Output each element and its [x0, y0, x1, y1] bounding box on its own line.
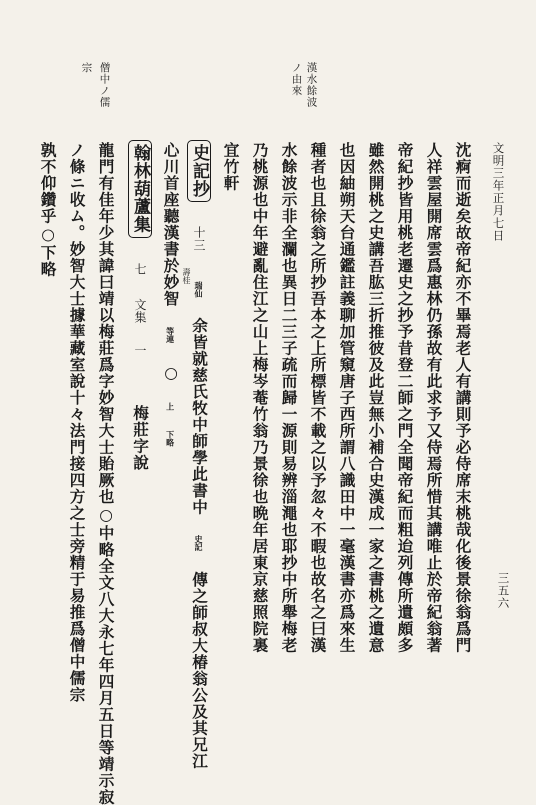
shiki-cont-circle: ○: [161, 362, 181, 383]
volume-number: 十三: [192, 225, 206, 252]
annotation-juki: 壽桂: [182, 268, 191, 284]
page-number: 三五六: [496, 572, 511, 610]
kanrin-volume: 七: [133, 263, 147, 277]
margin-note-kansui-2: [290, 62, 302, 97]
body-column-6: 種者也且徐翁之所抄吾本之上所標皆不載之以予忽々不暇也故名之曰漢: [308, 142, 328, 654]
body-column-2: 人祥雲屋開席雲爲惠林仍孫故有此求予又侍焉所惜其講唯止於帝紀翁著: [424, 142, 444, 654]
margin-note-soju-2: [80, 62, 92, 74]
margin-note-soju: [98, 62, 110, 108]
margin-note-line: ノ由來: [290, 62, 303, 97]
kanrin-label: 文集: [133, 298, 147, 325]
body-column-5: 也因紬朔天台通鑑註義聊加管窺唐子西所謂八識田中一毫漢書亦爲來生: [337, 142, 357, 654]
body-column-9: 宜竹軒: [221, 142, 241, 192]
margin-note-line: 宗: [80, 62, 93, 74]
kanrin-number: 一: [133, 343, 147, 357]
kanrin-column: [131, 140, 148, 471]
annotation-jo: 上: [165, 402, 176, 411]
body-column-7: 水餘波示非全瀾也異日二三子疏而歸一源則易辨淄澠也耶抄中所舉梅老: [279, 142, 299, 654]
shiki-text-b: 傳之師叔大椿翁公及其兄江: [190, 571, 209, 770]
margin-note-line: 僧中ノ儒: [98, 62, 111, 108]
body-column-1: 沈痾而逝矣故帝紀亦不畢焉老人有講則予必侍席末桃哉化後景徐翁爲門: [453, 142, 473, 654]
book-title-shikisho: 史記抄: [187, 140, 211, 202]
body-column-3: 帝紀抄皆用桃老遷史之抄予昔登二師之門全聞帝紀而粗迨列傳所遺頗多: [395, 142, 415, 654]
kanrin-text-2: ノ條ニ收ム。妙智大士據華藏室說十々法門接四方之士旁精于易推爲僧中儒宗: [67, 142, 87, 703]
shiki-column: [190, 140, 207, 769]
annotation-geryaku: 下略: [165, 430, 176, 447]
kanrin-text-3: 孰不仰鑽乎○下略: [38, 142, 58, 278]
kanrin-essay-title: 梅莊字說: [131, 404, 150, 471]
book-title-kanrin-korosyu: 翰林葫蘆集: [128, 140, 152, 238]
shiki-text-a: 余皆就慈氏牧中師學此書中: [190, 317, 209, 516]
margin-note-line: 漢水餘波: [305, 62, 318, 108]
annotation-zuisen: 瑞仙: [194, 281, 204, 298]
kanrin-text-1: 龍門有佳年少其諱曰靖以梅莊爲字妙智大士貽厥也○中略全文八大永七年四月五日等靖示寂: [96, 142, 116, 805]
annotation-toren: 等連: [165, 326, 176, 343]
margin-note-kansui: [305, 62, 317, 108]
annotation-shiki: 史記: [194, 535, 204, 552]
body-column-8: 乃桃源也中年避亂住江之山上梅岑菴竹翁乃景徐也晩年居東京慈照院裏: [250, 142, 270, 654]
running-head: 文明三年正月七日: [491, 142, 506, 242]
body-column-4: 雖然開桃之史講吾肱三折推彼及此豈無小補合史漢成一家之書桃之遺意: [366, 142, 386, 654]
shiki-continuation: [163, 142, 179, 447]
shiki-cont-text: 心川首座聽漢書於妙智: [161, 142, 181, 307]
